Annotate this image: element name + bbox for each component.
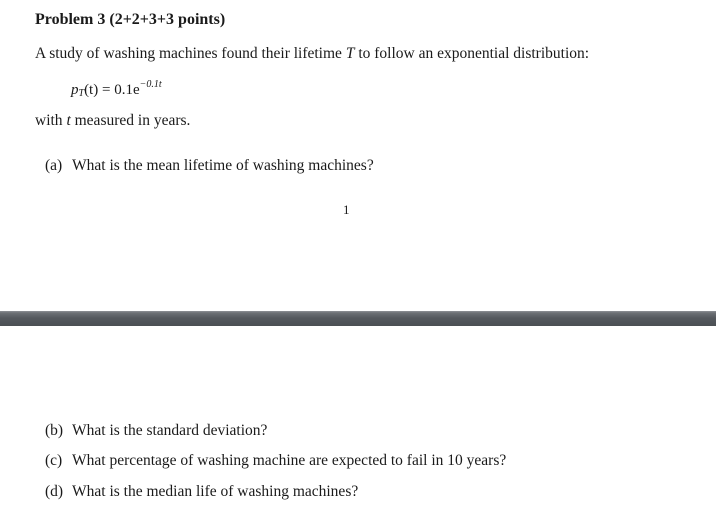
units-variable-t: t xyxy=(66,112,71,129)
part-d-label: (d) xyxy=(45,483,64,500)
part-b xyxy=(45,422,267,440)
problem-heading: Problem 3 (2+2+3+3 points) xyxy=(35,11,226,28)
units-text-end: measured in years. xyxy=(70,112,191,129)
intro-text-start: A study of washing machines found their lifetime xyxy=(35,45,346,62)
formula-exponent: −0.1t xyxy=(139,79,162,90)
formula-p: p xyxy=(71,82,79,98)
part-b-question: What is the standard deviation? xyxy=(72,422,268,439)
part-c xyxy=(45,452,506,470)
formula-rhs: = 0.1e xyxy=(98,82,140,98)
formula-argument: (t) xyxy=(84,82,99,98)
part-a xyxy=(45,157,374,175)
part-a-question: What is the mean lifetime of washing machines? xyxy=(72,157,374,174)
part-b-label: (b) xyxy=(45,422,64,439)
formula-subscript: T xyxy=(78,88,85,99)
page-number: 1 xyxy=(343,202,350,217)
part-d-question: What is the median life of washing machines? xyxy=(72,483,359,500)
part-c-question: What percentage of washing machine are expected to fail in 10 years? xyxy=(72,452,507,469)
part-c-label: (c) xyxy=(45,452,63,469)
problem-intro xyxy=(35,45,589,63)
part-a-label: (a) xyxy=(45,157,63,174)
page-separator xyxy=(0,311,716,326)
part-d xyxy=(45,483,358,501)
intro-variable-T: T xyxy=(345,45,355,62)
units-text-start: with xyxy=(35,112,67,129)
units-note xyxy=(35,112,190,130)
intro-text-end: to follow an exponential distribution: xyxy=(354,45,590,62)
pdf-formula xyxy=(71,79,162,99)
